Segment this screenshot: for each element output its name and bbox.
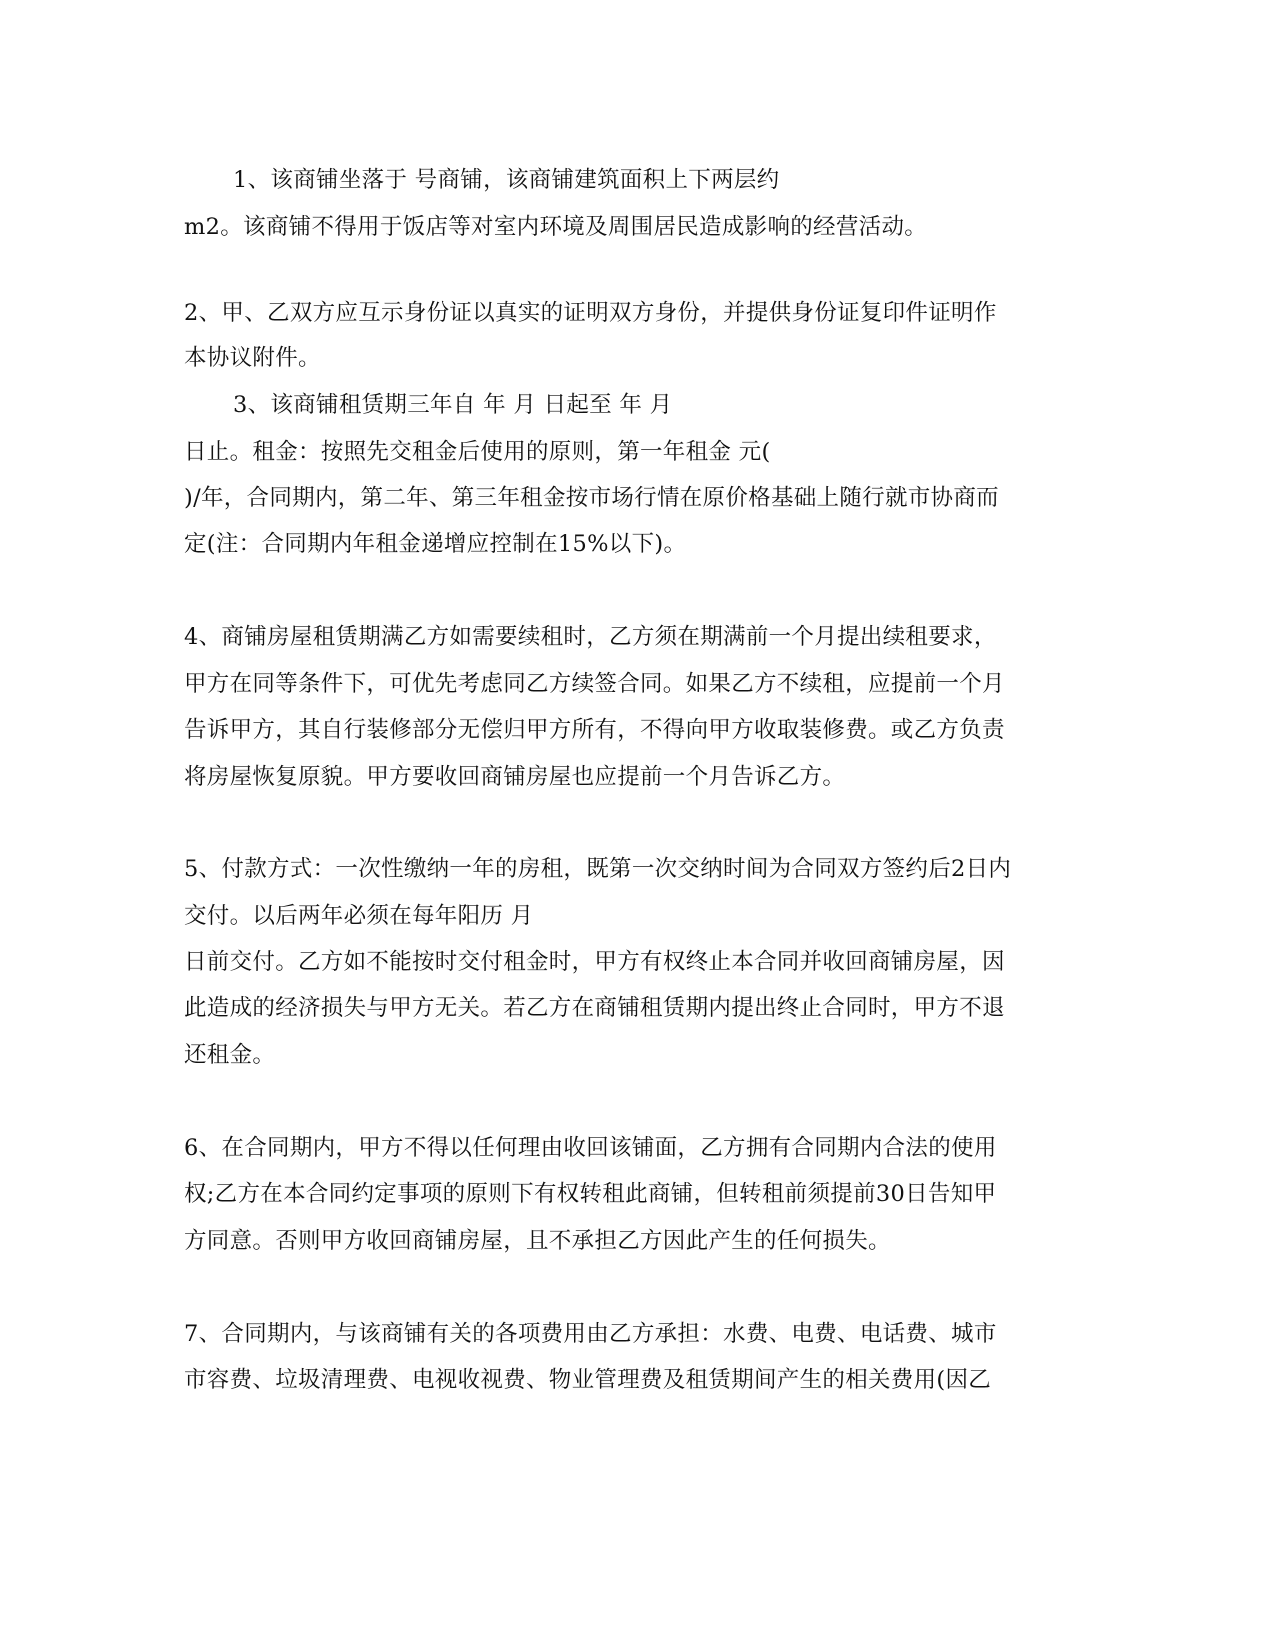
clause-3-line-3: )/年，合同期内，第二年、第三年租金按市场行情在原价格基础上随行就市协商而 — [184, 485, 999, 511]
clause-2-line-1: 2、甲、乙双方应互示身份证以真实的证明双方身份，并提供身份证复印件证明作 — [184, 300, 997, 326]
clause-4-line-4: 将房屋恢复原貌。甲方要收回商铺房屋也应提前一个月告诉乙方。 — [184, 764, 846, 790]
clause-7-line-2: 市容费、垃圾清理费、电视收视费、物业管理费及租赁期间产生的相关费用(因乙 — [184, 1367, 992, 1393]
clause-2-line-2: 本协议附件。 — [184, 345, 321, 371]
clause-7-line-1: 7、合同期内，与该商铺有关的各项费用由乙方承担：水费、电费、电话费、城市 — [184, 1321, 997, 1347]
clause-1-line-2: m2。该商铺不得用于饭店等对室内环境及周围居民造成影响的经营活动。 — [184, 214, 928, 240]
clause-6-line-3: 方同意。否则甲方收回商铺房屋，且不承担乙方因此产生的任何损失。 — [184, 1228, 891, 1254]
clause-3-line-1: 3、该商铺租赁期三年自 年 月 日起至 年 月 — [233, 392, 673, 418]
clause-6-line-1: 6、在合同期内，甲方不得以任何理由收回该铺面，乙方拥有合同期内合法的使用 — [184, 1135, 997, 1161]
clause-5-line-1: 5、付款方式：一次性缴纳一年的房租，既第一次交纳时间为合同双方签约后2日内 — [184, 856, 1012, 882]
clause-5-line-5: 还租金。 — [184, 1042, 276, 1068]
clause-3-line-4: 定(注：合同期内年租金递增应控制在15%以下)。 — [184, 531, 687, 557]
clause-1-line-1: 1、该商铺坐落于 号商铺，该商铺建筑面积上下两层约 — [233, 167, 780, 193]
clause-4-line-3: 告诉甲方，其自行装修部分无偿归甲方所有，不得向甲方收取装修费。或乙方负责 — [184, 717, 1005, 743]
clause-6-line-2: 权;乙方在本合同约定事项的原则下有权转租此商铺，但转租前须提前30日告知甲 — [184, 1181, 997, 1207]
clause-3-line-2: 日止。租金：按照先交租金后使用的原则，第一年租金 元( — [184, 439, 771, 465]
clause-5-line-2: 交付。以后两年必须在每年阳历 月 — [184, 903, 534, 929]
clause-5-line-3: 日前交付。乙方如不能按时交付租金时，甲方有权终止本合同并收回商铺房屋，因 — [184, 949, 1005, 975]
clause-5-line-4: 此造成的经济损失与甲方无关。若乙方在商铺租赁期内提出终止合同时，甲方不退 — [184, 995, 1005, 1021]
clause-4-line-1: 4、商铺房屋租赁期满乙方如需要续租时，乙方须在期满前一个月提出续租要求， — [184, 624, 997, 650]
clause-4-line-2: 甲方在同等条件下，可优先考虑同乙方续签合同。如果乙方不续租，应提前一个月 — [184, 671, 1005, 697]
